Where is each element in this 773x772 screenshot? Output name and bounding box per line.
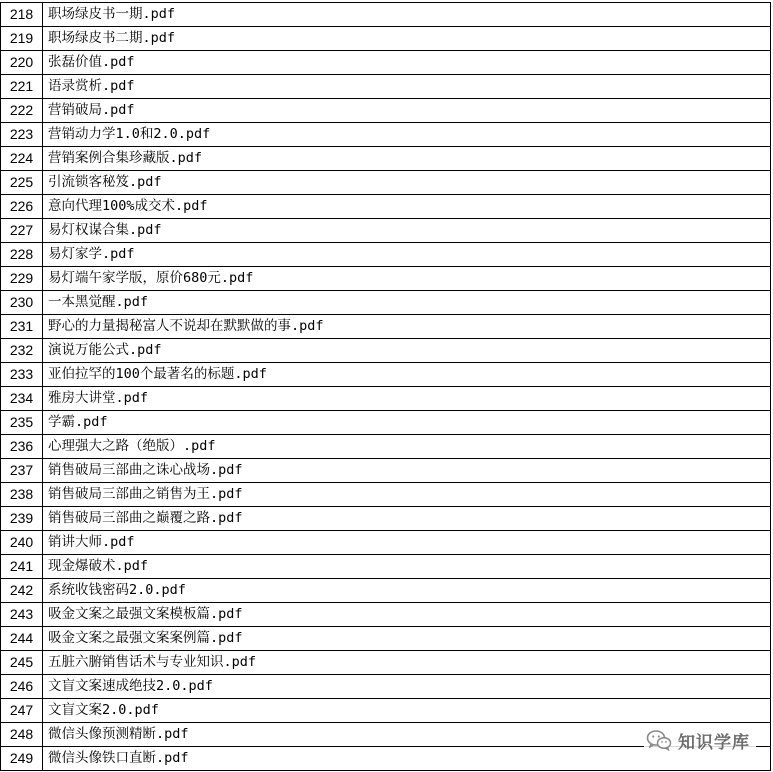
wechat-icon xyxy=(646,729,672,751)
table-row xyxy=(1,75,771,99)
row-number-cell[interactable]: 241 xyxy=(1,555,43,579)
file-name-cell[interactable]: 现金爆破术.pdf xyxy=(43,555,771,579)
file-name-cell[interactable]: 营销动力学1.0和2.0.pdf xyxy=(43,123,771,147)
file-name-cell[interactable]: 营销破局.pdf xyxy=(43,99,771,123)
row-number-cell[interactable]: 235 xyxy=(1,411,43,435)
table-row xyxy=(1,627,771,651)
table-row xyxy=(1,27,771,51)
file-name-cell[interactable]: 销售破局三部曲之销售为王.pdf xyxy=(43,483,771,507)
row-number-cell[interactable]: 242 xyxy=(1,579,43,603)
file-name-cell[interactable]: 吸金文案之最强文案模板篇.pdf xyxy=(43,603,771,627)
file-name-cell[interactable]: 意向代理100%成交术.pdf xyxy=(43,195,771,219)
file-name-cell[interactable]: 易灯权谋合集.pdf xyxy=(43,219,771,243)
row-number-cell[interactable]: 221 xyxy=(1,75,43,99)
row-number-cell[interactable]: 232 xyxy=(1,339,43,363)
row-number-cell[interactable]: 226 xyxy=(1,195,43,219)
watermark-text: 知识学库 xyxy=(678,732,750,753)
file-name-cell[interactable]: 吸金文案之最强文案案例篇.pdf xyxy=(43,627,771,651)
row-number-cell[interactable]: 244 xyxy=(1,627,43,651)
file-name-cell[interactable]: 演说万能公式.pdf xyxy=(43,339,771,363)
file-name-cell[interactable]: 微信头像铁口直断.pdf xyxy=(43,747,771,771)
row-number-cell[interactable]: 240 xyxy=(1,531,43,555)
table-row xyxy=(1,171,771,195)
file-name-cell[interactable]: 销售破局三部曲之诛心战场.pdf xyxy=(43,459,771,483)
file-name-cell[interactable]: 引流锁客秘笈.pdf xyxy=(43,171,771,195)
row-number-cell[interactable]: 219 xyxy=(1,27,43,51)
table-row xyxy=(1,3,771,27)
row-number-cell[interactable]: 237 xyxy=(1,459,43,483)
table-row xyxy=(1,531,771,555)
row-number-cell[interactable]: 238 xyxy=(1,483,43,507)
row-number-cell[interactable]: 245 xyxy=(1,651,43,675)
row-number-cell[interactable]: 239 xyxy=(1,507,43,531)
file-name-cell[interactable]: 系统收钱密码2.0.pdf xyxy=(43,579,771,603)
table-row xyxy=(1,459,771,483)
watermark xyxy=(644,727,756,753)
row-number-cell[interactable]: 246 xyxy=(1,675,43,699)
file-name-cell[interactable]: 张磊价值.pdf xyxy=(43,51,771,75)
file-name-cell[interactable]: 一本黑觉醒.pdf xyxy=(43,291,771,315)
row-number-cell[interactable]: 225 xyxy=(1,171,43,195)
table-row xyxy=(1,411,771,435)
file-name-cell[interactable]: 文盲文案速成绝技2.0.pdf xyxy=(43,675,771,699)
row-number-cell[interactable]: 223 xyxy=(1,123,43,147)
row-number-cell[interactable]: 243 xyxy=(1,603,43,627)
table-row xyxy=(1,147,771,171)
file-name-cell[interactable]: 易灯家学.pdf xyxy=(43,243,771,267)
file-name-cell[interactable]: 职场绿皮书一期.pdf xyxy=(43,3,771,27)
table-row xyxy=(1,603,771,627)
file-name-cell[interactable]: 职场绿皮书二期.pdf xyxy=(43,27,771,51)
table-row xyxy=(1,651,771,675)
row-number-cell[interactable]: 233 xyxy=(1,363,43,387)
file-name-cell[interactable]: 营销案例合集珍藏版.pdf xyxy=(43,147,771,171)
table-row xyxy=(1,99,771,123)
row-number-cell[interactable]: 231 xyxy=(1,315,43,339)
row-number-cell[interactable]: 249 xyxy=(1,747,43,771)
row-number-cell[interactable]: 248 xyxy=(1,723,43,747)
file-name-cell[interactable]: 易灯端午家学版，原价680元.pdf xyxy=(43,267,771,291)
row-number-cell[interactable]: 220 xyxy=(1,51,43,75)
table-row xyxy=(1,363,771,387)
file-name-cell[interactable]: 学霸.pdf xyxy=(43,411,771,435)
table-row xyxy=(1,555,771,579)
file-name-cell[interactable]: 语录赏析.pdf xyxy=(43,75,771,99)
file-name-cell[interactable]: 野心的力量揭秘富人不说却在默默做的事.pdf xyxy=(43,315,771,339)
table-row xyxy=(1,243,771,267)
row-number-cell[interactable]: 228 xyxy=(1,243,43,267)
row-number-cell[interactable]: 247 xyxy=(1,699,43,723)
file-name-cell[interactable]: 微信头像预测精断.pdf xyxy=(43,723,771,747)
row-number-cell[interactable]: 227 xyxy=(1,219,43,243)
file-name-cell[interactable]: 心理强大之路（绝版）.pdf xyxy=(43,435,771,459)
table-row xyxy=(1,291,771,315)
table-row xyxy=(1,507,771,531)
table-row xyxy=(1,315,771,339)
table-row xyxy=(1,699,771,723)
file-list-table xyxy=(0,2,771,771)
table-row xyxy=(1,195,771,219)
table-row xyxy=(1,339,771,363)
row-number-cell[interactable]: 236 xyxy=(1,435,43,459)
table-row xyxy=(1,675,771,699)
file-name-cell[interactable]: 销讲大师.pdf xyxy=(43,531,771,555)
file-name-cell[interactable]: 五脏六腑销售话术与专业知识.pdf xyxy=(43,651,771,675)
table-row xyxy=(1,51,771,75)
row-number-cell[interactable]: 218 xyxy=(1,3,43,27)
table-row xyxy=(1,483,771,507)
row-number-cell[interactable]: 234 xyxy=(1,387,43,411)
table-row xyxy=(1,267,771,291)
file-name-cell[interactable]: 雅房大讲堂.pdf xyxy=(43,387,771,411)
file-name-cell[interactable]: 文盲文案2.0.pdf xyxy=(43,699,771,723)
row-number-cell[interactable]: 222 xyxy=(1,99,43,123)
file-name-cell[interactable]: 销售破局三部曲之巅覆之路.pdf xyxy=(43,507,771,531)
row-number-cell[interactable]: 230 xyxy=(1,291,43,315)
table-row xyxy=(1,387,771,411)
table-row xyxy=(1,123,771,147)
row-number-cell[interactable]: 229 xyxy=(1,267,43,291)
table-row xyxy=(1,219,771,243)
file-list-body xyxy=(1,3,771,771)
file-name-cell[interactable]: 亚伯拉罕的100个最著名的标题.pdf xyxy=(43,363,771,387)
table-row xyxy=(1,435,771,459)
table-row xyxy=(1,579,771,603)
row-number-cell[interactable]: 224 xyxy=(1,147,43,171)
